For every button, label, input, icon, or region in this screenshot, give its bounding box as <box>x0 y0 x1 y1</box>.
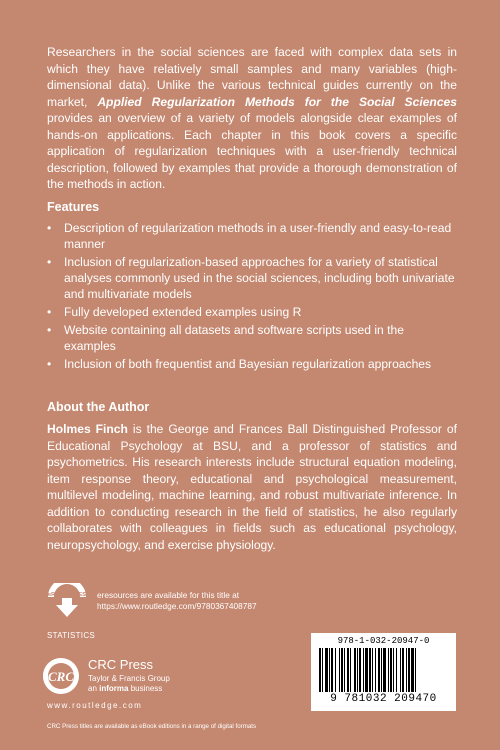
feature-text: Website containing all datasets and software scripts used in the examples <box>64 323 404 353</box>
bullet: • <box>47 323 52 337</box>
feature-text: Fully developed extended examples using R <box>64 305 302 319</box>
blurb-text-start: Researchers in the social sciences are faced with complex data sets in which they have relatively small samples and many variables (high-dimensional data). Unlike the various technical guides currently on the market, <box>47 45 457 109</box>
barcode-bar <box>393 648 394 692</box>
barcode-bar <box>363 648 364 692</box>
feature-item <box>47 356 457 372</box>
barcode-bar <box>400 648 401 692</box>
isbn-barcode <box>311 633 456 711</box>
barcode-digits: 9 781032 209470 <box>330 693 437 705</box>
barcode-bar <box>388 648 389 692</box>
barcode-bar <box>344 648 345 692</box>
feature-item <box>47 304 457 320</box>
bullet: • <box>47 221 52 235</box>
author-name: Holmes Finch <box>47 422 128 436</box>
eresources-line: eresources are available for this title at <box>97 590 240 600</box>
barcode-bar <box>406 648 407 692</box>
eresources-logo-text: eRESOURCES <box>48 592 86 598</box>
barcode-bar <box>329 648 330 692</box>
barcode-bar <box>402 648 404 692</box>
barcode-bar <box>347 648 349 692</box>
business-suffix: business <box>128 684 163 693</box>
feature-text: Inclusion of both frequentist and Bayesian regularization approaches <box>64 357 432 371</box>
crc-logo-text: CRC <box>47 669 75 684</box>
barcode-bar <box>378 648 380 692</box>
author-bio-text: is the George and Frances Ball Distinguished Professor of Educational Psychology at BSU, and a professor of statistics and psychometrics. His research interests include structural equation modeling, item response theory, educational and psychological measurement, multilevel modeling, machine learning, and robust multivariate inference. In addition to conducting research in the field of statistics, he also regularly collaborates with colleagues in fields such as educational psychology, neuropsychology, and exercise physiology. <box>47 422 457 552</box>
barcode-bar <box>411 648 414 692</box>
features-list <box>47 220 457 374</box>
publisher-group-name: Taylor & Francis Group <box>88 674 170 683</box>
blurb-text-end: provides an overview of a variety of models alongside clear examples of hands-on applications. Each chapter in this book covers a specific application of regularization techniques with a user-friendly technical description, followed by examples that provide a thorough demonstration of the methods in action. <box>47 111 457 191</box>
barcode-bar <box>365 648 368 692</box>
barcode-bar <box>354 648 356 692</box>
features-heading: Features <box>47 200 100 214</box>
crc-logo-icon <box>41 656 81 696</box>
feature-text: Inclusion of regularization-based approaches for a variety of statistical analyses commonly used in the social sciences, including both univariate and multivariate models <box>64 255 455 301</box>
barcode-bar <box>415 648 416 692</box>
barcode-bar <box>319 648 321 692</box>
barcode-bar <box>341 648 343 692</box>
author-bio <box>47 421 457 553</box>
bullet: • <box>47 357 52 371</box>
feature-item <box>47 220 457 252</box>
publisher-group <box>88 674 170 694</box>
isbn-number: 978-1-032-20947-0 <box>337 636 430 646</box>
barcode-bar <box>339 648 340 692</box>
business-brand: informa <box>99 684 129 693</box>
publisher-name: CRC Press <box>88 657 154 672</box>
publisher-url[interactable]: www.routledge.com <box>47 701 143 710</box>
feature-text: Description of regularization methods in a user-friendly and easy-to-read manner <box>64 221 452 251</box>
barcode-bar <box>383 648 386 692</box>
barcode-bar <box>390 648 392 692</box>
eresources-link[interactable]: https://www.routledge.com/9780367408787 <box>97 601 257 611</box>
publisher-business <box>88 684 170 694</box>
eresources-download-icon <box>47 583 87 619</box>
barcode-bar <box>372 648 373 692</box>
eresources-note <box>97 590 257 612</box>
feature-item <box>47 322 457 354</box>
barcode-bar <box>408 648 410 692</box>
barcode-bar <box>335 648 336 692</box>
barcode-bar <box>359 648 361 692</box>
about-author-heading: About the Author <box>47 400 150 414</box>
subject-category: STATISTICS <box>47 631 96 640</box>
barcode-bars <box>319 648 448 692</box>
barcode-bar <box>322 648 323 692</box>
bullet: • <box>47 305 52 319</box>
barcode-bar <box>396 648 397 692</box>
barcode-bar <box>369 648 371 692</box>
barcode-bar <box>357 648 358 692</box>
barcode-bar <box>350 648 351 692</box>
barcode-bar <box>325 648 328 692</box>
business-prefix: an <box>88 684 100 693</box>
barcode-bar <box>375 648 376 692</box>
bullet: • <box>47 255 52 269</box>
barcode-bar <box>381 648 382 692</box>
ebook-note: CRC Press titles are available as eBook editions in a range of digital formats <box>47 723 257 730</box>
barcode-bar <box>331 648 333 692</box>
feature-item <box>47 254 457 302</box>
book-title: Applied Regularization Methods for the Social Sciences <box>97 94 458 109</box>
back-cover-blurb <box>47 44 457 193</box>
